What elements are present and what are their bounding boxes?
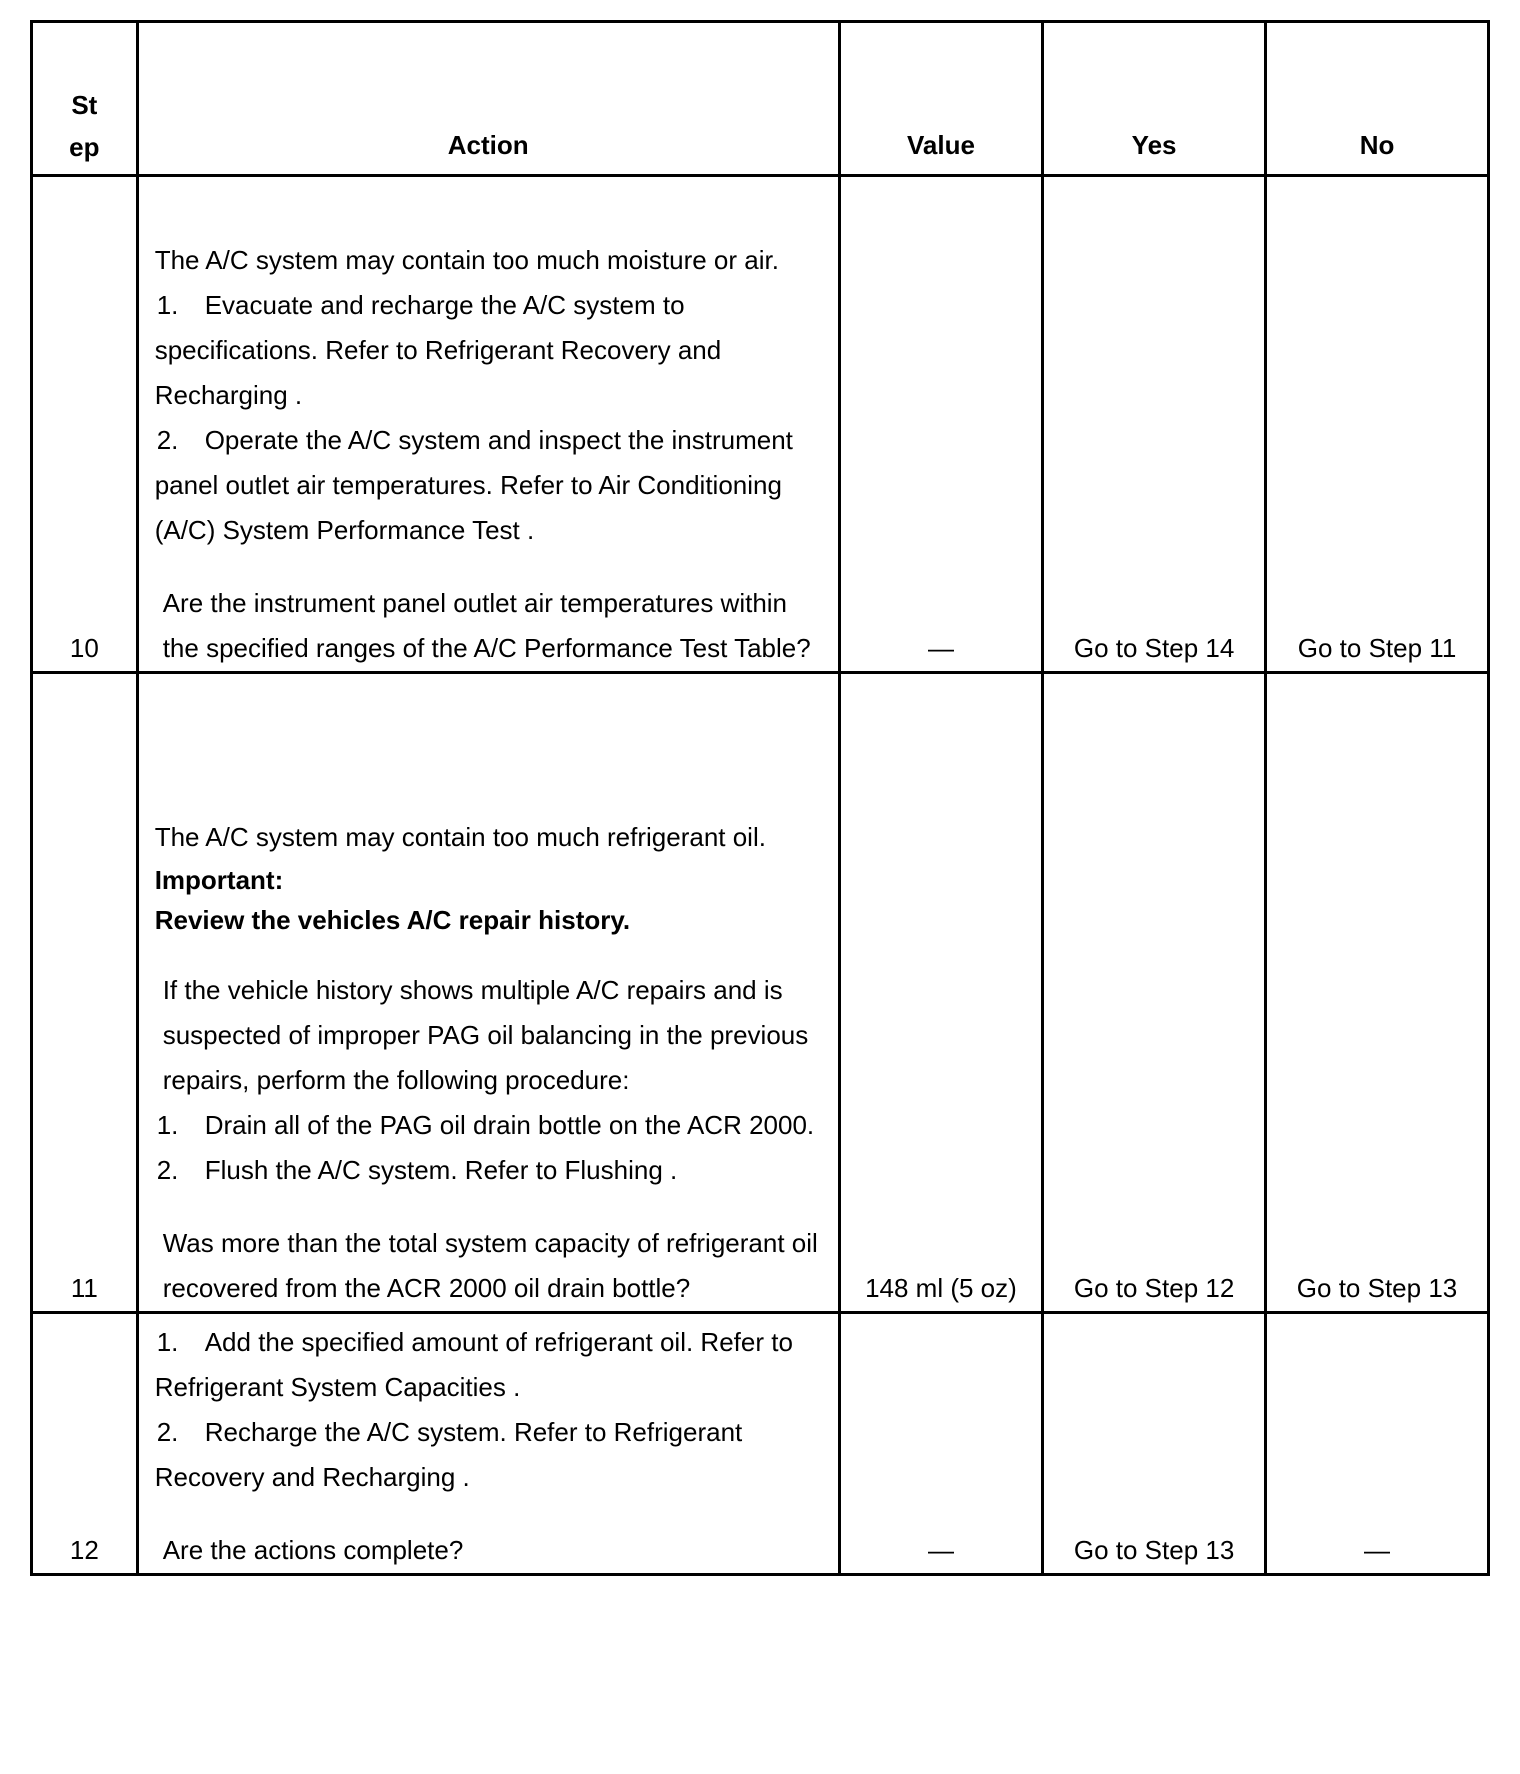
no-cell: — (1266, 1313, 1489, 1575)
step-number: 11 (32, 673, 138, 1313)
value-cell: — (839, 176, 1042, 673)
spacer (155, 553, 822, 581)
item-number: 1. (156, 1327, 179, 1357)
header-no: No (1266, 22, 1489, 176)
action-step-item (155, 1410, 822, 1500)
spacer (155, 1193, 822, 1221)
action-intro: The A/C system may contain too much refrigerant oil. (154, 822, 766, 852)
action-question: Are the actions complete? (162, 1535, 464, 1565)
step-number: 12 (32, 1313, 138, 1575)
item-number: 1. (156, 290, 179, 320)
step-number: 10 (32, 176, 138, 673)
action-question: Was more than the total system capacity of refrigerant oil recovered from the ACR 2000 oil drain bottle? (162, 1228, 818, 1303)
action-intro: The A/C system may contain too much moisture or air. (154, 245, 779, 275)
action-step-item (155, 1148, 822, 1193)
item-text: Operate the A/C system and inspect the instrument panel outlet air temperatures. Refer to Air Conditioning (A/C) System Performance Test . (154, 425, 793, 545)
value-cell: — (839, 1313, 1042, 1575)
important-text: Review the vehicles A/C repair history. (154, 905, 631, 935)
action-step-item (155, 418, 822, 553)
item-number: 2. (156, 1155, 179, 1185)
action-step-item (155, 1103, 822, 1148)
header-step-line2: ep (69, 132, 100, 162)
item-number: 1. (156, 1110, 179, 1140)
important-label: Important: (154, 865, 284, 895)
action-note: If the vehicle history shows multiple A/C repairs and is suspected of improper PAG oil balancing in the previous repairs, perform the following procedure: (162, 975, 809, 1095)
diagnostic-table (30, 20, 1490, 1576)
action-cell (137, 1313, 839, 1575)
action-question: Are the instrument panel outlet air temperatures within the specified ranges of the A/C Performance Test Table? (162, 588, 811, 663)
header-step-line1: St (71, 90, 98, 120)
yes-cell: Go to Step 14 (1043, 176, 1266, 673)
header-row (32, 22, 1489, 176)
header-step (32, 22, 138, 176)
header-value: Value (839, 22, 1042, 176)
no-cell: Go to Step 11 (1266, 176, 1489, 673)
action-cell (137, 673, 839, 1313)
item-text: Drain all of the PAG oil drain bottle on the ACR 2000. (204, 1110, 815, 1140)
item-text: Add the specified amount of refrigerant oil. Refer to Refrigerant System Capacities . (154, 1327, 793, 1402)
spacer (155, 940, 822, 968)
item-text: Flush the A/C system. Refer to Flushing . (204, 1155, 678, 1185)
item-number: 2. (156, 1417, 179, 1447)
action-step-item (155, 283, 822, 418)
item-text: Evacuate and recharge the A/C system to specifications. Refer to Refrigerant Recovery and Recharging . (154, 290, 722, 410)
item-number: 2. (156, 425, 179, 455)
table-row-step-11 (32, 673, 1489, 1313)
spacer (155, 1500, 822, 1528)
header-yes: Yes (1043, 22, 1266, 176)
table-row-step-12 (32, 1313, 1489, 1575)
header-action: Action (137, 22, 839, 176)
yes-cell: Go to Step 13 (1043, 1313, 1266, 1575)
action-step-item (155, 1320, 822, 1410)
table-row-step-10 (32, 176, 1489, 673)
value-cell: 148 ml (5 oz) (839, 673, 1042, 1313)
yes-cell: Go to Step 12 (1043, 673, 1266, 1313)
item-text: Recharge the A/C system. Refer to Refrigerant Recovery and Recharging . (154, 1417, 743, 1492)
no-cell: Go to Step 13 (1266, 673, 1489, 1313)
action-cell (137, 176, 839, 673)
